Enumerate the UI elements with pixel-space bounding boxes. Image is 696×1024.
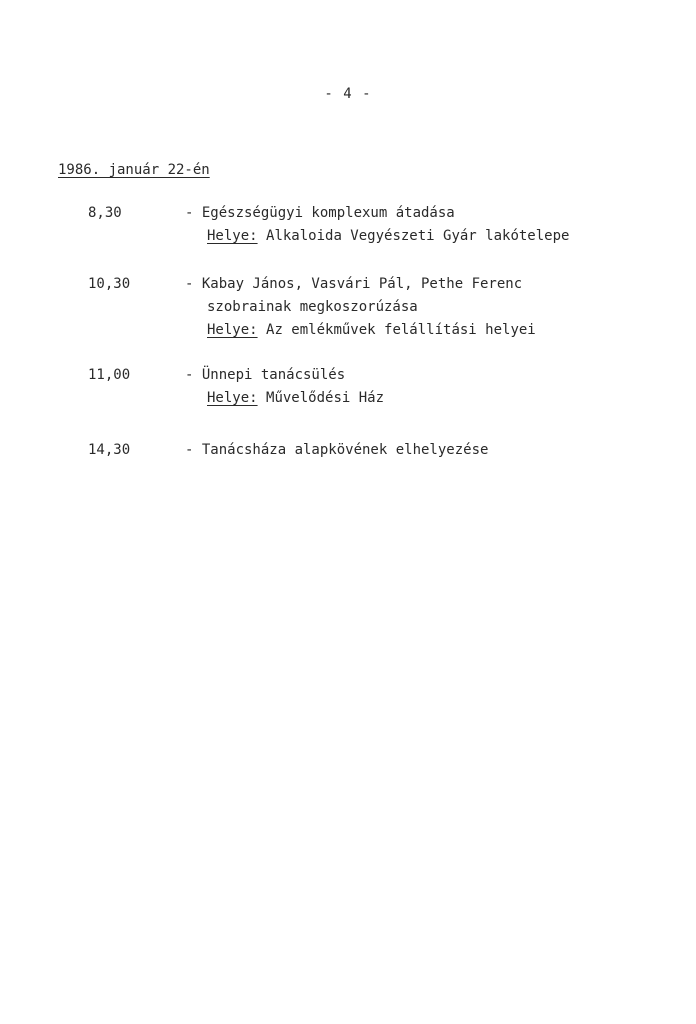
entry-description bbox=[185, 202, 685, 248]
entry-event-text: Tanácsháza alapkövének elhelyezése bbox=[201, 442, 489, 458]
entry-line bbox=[185, 296, 685, 319]
entry-description bbox=[185, 273, 685, 342]
entry-line: - Ünnepi tanácsülés bbox=[185, 367, 346, 383]
entry-location-line bbox=[185, 319, 685, 342]
entry-line: - Kabay János, Vasvári Pál, Pethe Ferenc bbox=[185, 276, 523, 292]
entry-location-line bbox=[185, 387, 685, 410]
location-text: Az emlékművek felállítási helyei bbox=[266, 322, 536, 338]
entry-time: 10,30 bbox=[88, 276, 131, 292]
entry-event-text: Kabay János, Vasvári Pál, Pethe Ferenc bbox=[201, 276, 523, 292]
date-heading: 1986. január 22-én bbox=[58, 162, 210, 178]
entry-line: - Tanácsháza alapkövének elhelyezése bbox=[185, 442, 489, 458]
location-label: Helye: bbox=[207, 228, 258, 244]
location-text: Alkaloida Vegyészeti Gyár lakótelepe bbox=[266, 228, 570, 244]
entry-description bbox=[185, 439, 685, 462]
entry-time: 14,30 bbox=[88, 442, 131, 458]
entry-location-line bbox=[185, 225, 685, 248]
location-label: Helye: bbox=[207, 322, 258, 338]
entry-event-text: szobrainak megkoszorúzása bbox=[207, 299, 418, 315]
entry-line: - Egészségügyi komplexum átadása bbox=[185, 205, 455, 221]
entry-event-text: Egészségügyi komplexum átadása bbox=[201, 205, 455, 221]
location-text: Művelődési Ház bbox=[266, 390, 385, 406]
page-number: - 4 - bbox=[324, 86, 372, 102]
entry-time: 8,30 bbox=[88, 205, 122, 221]
entry-description bbox=[185, 364, 685, 410]
entry-event-text: Ünnepi tanácsülés bbox=[201, 367, 346, 383]
entry-time: 11,00 bbox=[88, 367, 131, 383]
location-label: Helye: bbox=[207, 390, 258, 406]
